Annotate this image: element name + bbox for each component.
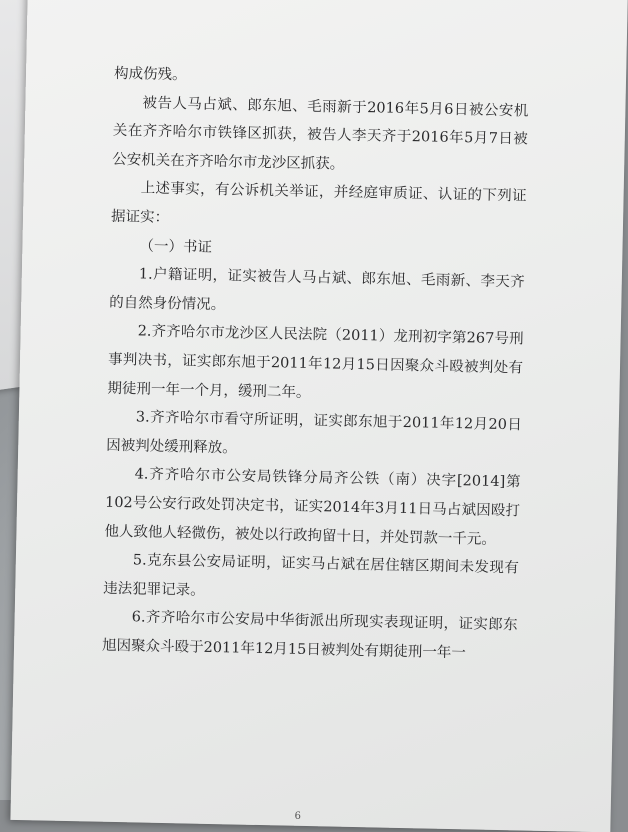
paragraph-2: 被告人马占斌、郎东旭、毛雨新于2016年5月6日被公安机关在齐齐哈尔市铁锋区抓获，被告人李天齐于2016年5月7日被公安机关在齐齐哈尔市龙沙区抓获。 (112, 95, 529, 173)
evidence-item-2: 2.齐齐哈尔市龙沙区人民法院（2011）龙刑初字第267号刑事判决书，证实郎东旭于2011年12月15日因聚众斗殴被判处有期徒刑一年一个月，缓刑二年。 (107, 323, 524, 401)
evidence-item-1: 1.户籍证明，证实被告人马占斌、郎东旭、毛雨新、李天齐的自然身份情况。 (109, 266, 525, 313)
evidence-item-4: 4.齐齐哈尔市公安局铁锋分局齐公铁（南）决字[2014]第102号公安行政处罚决定书，证实2014年3月11日马占斌因殴打他人致他人轻微伤，被处以行政拘留十日，并处罚款一千元。 (104, 466, 521, 548)
evidence-item-5: 5.克东县公安局证明，证实马占斌在居住辖区期间未发现有违法犯罪记录。 (103, 552, 519, 599)
paragraph-3: 上述事实，有公诉机关举证，并经庭审质证、认证的下列证据证实： (110, 180, 527, 226)
section-heading: （一）书证 (139, 237, 213, 256)
evidence-item-6: 6.齐齐哈尔市公安局中华街派出所现实表现证明，证实郎东旭因聚众斗殴于2011年12月15日被判处有期徒刑一年一 (101, 609, 518, 662)
document-page (10, 0, 627, 832)
paragraph-1: 构成伤残。 (113, 65, 187, 84)
document-body (102, 60, 529, 669)
page-number: 6 (294, 810, 302, 822)
evidence-item-3: 3.齐齐哈尔市看守所证明，证实郎东旭于2011年12月20日因被判处缓刑释放。 (106, 409, 522, 457)
